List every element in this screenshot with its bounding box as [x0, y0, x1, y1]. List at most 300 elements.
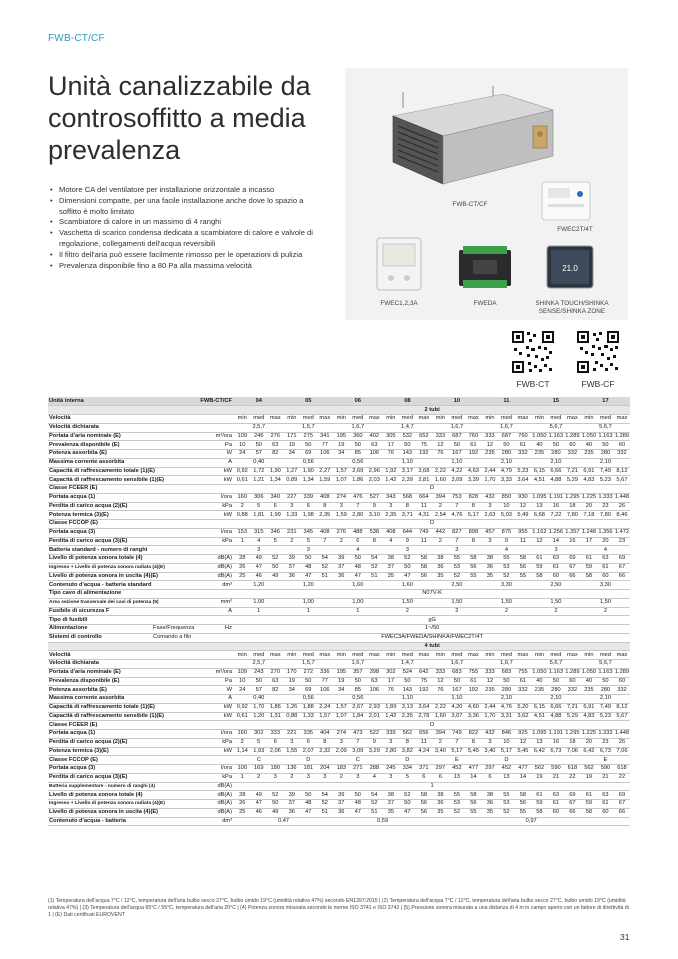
spec-cell: 652 — [416, 432, 433, 441]
spec-cell: min — [234, 415, 251, 424]
spec-cell: 7 — [317, 537, 334, 546]
spec-cell: med — [399, 651, 416, 660]
spec-cell: 334 — [399, 765, 416, 774]
spec-cell: 274 — [333, 730, 350, 739]
spec-cell: 12 — [515, 502, 532, 511]
spec-cell: 69 — [614, 791, 631, 800]
spec-cell: Tipo cavo di alimentazione — [48, 590, 152, 599]
spec-cell: 644 — [399, 528, 416, 537]
spec-cell: 59 — [581, 800, 598, 809]
spec-cell: 2,93 — [366, 703, 383, 712]
spec-cell: 1.448 — [614, 730, 630, 737]
spec-cell: 75 — [416, 677, 433, 686]
spec-cell: 2 — [251, 773, 268, 782]
spec-cell — [206, 423, 234, 432]
spec-cell: 82 — [267, 686, 284, 695]
spec-cell: 2 — [333, 537, 350, 546]
spec-cell: 3,40 — [482, 747, 499, 756]
spec-cell: 61 — [548, 800, 565, 809]
spec-cell: 5,6,7 — [531, 423, 581, 432]
spec-cell: 6 — [300, 502, 317, 511]
spec-cell: 54 — [317, 555, 334, 564]
spec-cell: Ingresso + Livello di potenza sonora radiata (4)(E) — [49, 565, 165, 571]
spec-cell: Fusibile di sicurezza F — [48, 607, 152, 616]
spec-cell: 335 — [300, 730, 317, 739]
spec-cell: 4,20 — [449, 703, 466, 712]
spec-cell: kW — [206, 747, 234, 756]
spec-cell: 3,39 — [465, 476, 482, 485]
spec-row — [48, 450, 630, 459]
spec-cell: 2,50 — [432, 581, 482, 590]
spec-cell: 63 — [267, 441, 284, 450]
spec-cell: 568 — [399, 493, 416, 502]
spec-cell: 3 — [531, 546, 581, 555]
spec-cell: 753 — [449, 493, 466, 502]
spec-cell: 52 — [399, 791, 416, 800]
spec-cell: 0,88 — [234, 511, 251, 520]
spec-cell: l/ora — [206, 493, 234, 502]
spec-cell: 11 — [416, 537, 433, 546]
spec-cell: 4,51 — [531, 712, 548, 721]
spec-cell: 36 — [432, 563, 449, 572]
spec-cell: 60 — [548, 572, 565, 581]
spec-cell — [152, 730, 206, 739]
qr-label-fwb-ct: FWB-CT — [516, 379, 550, 389]
spec-cell: 55 — [449, 555, 466, 564]
spec-cell: 50 — [350, 791, 367, 800]
spec-cell: 40 — [581, 677, 598, 686]
spec-cell: 40 — [531, 677, 548, 686]
spec-cell: 192 — [416, 450, 433, 459]
spec-cell: 1.289 — [565, 432, 580, 439]
spec-cell: 1,60 — [333, 581, 383, 590]
spec-cell: 5,67 — [614, 712, 631, 721]
spec-cell — [152, 782, 206, 791]
spec-cell: med — [597, 651, 614, 660]
spec-cell: 850 — [498, 493, 515, 502]
spec-cell: med — [597, 415, 614, 424]
spec-cell: 1,99 — [267, 511, 284, 520]
fweda-board-image — [457, 244, 513, 290]
spec-cell: 0,92 — [234, 703, 251, 712]
spec-cell: 302 — [251, 730, 268, 739]
spec-cell: 28 — [234, 791, 251, 800]
spec-cell: 1,33 — [300, 712, 317, 721]
spec-cell — [152, 677, 206, 686]
spec-cell — [152, 467, 206, 476]
footnote: (1) Temperatura dell'acqua 7°C / 12°C, temperatura dell'aria bulbo secco 27°C, bulbo umido 19°C (umidità relativa 47%) secondo EN1397:2015 | (2) Temperatura dell'acqua 7°C / 12°C, temperatura dell'aria bulbo secco 27°C, bulbo umido 19°C (umidità relativa 47%) | (3) Temperatura dell'acqua 65°C / 55°C, temperatura dell'aria 20°C | (4) Potenza sonora misurata secondo le norme ISO 3741 e ISO 3742 | (5) Pressione sonora misurata a una distanza di 4 m in campo aperto con un fattore di direttività di 1 | (E) Dati certificati EUROVENT — [48, 898, 629, 918]
spec-cell: 47 — [251, 800, 268, 809]
spec-cell: 339 — [300, 493, 317, 502]
spec-row — [48, 738, 630, 747]
spec-cell: 2,5,7 — [234, 660, 284, 669]
spec-cell: Perdita di carico acqua (3)(E) — [48, 537, 152, 546]
spec-cell: 56 — [416, 572, 433, 581]
spec-row — [48, 607, 630, 616]
spec-cell: 59 — [581, 563, 598, 572]
spec-cell — [48, 406, 234, 415]
spec-cell: max — [366, 415, 383, 424]
spec-cell: 2,69 — [350, 467, 367, 476]
spec-cell — [152, 598, 206, 607]
spec-cell: 1,60 — [432, 712, 449, 721]
spec-cell: 9 — [366, 738, 383, 747]
spec-cell: 235 — [581, 686, 598, 695]
spec-cell: Portata acqua (1) — [48, 730, 152, 739]
spec-cell: 8 — [465, 537, 482, 546]
spec-cell: 06 — [333, 397, 383, 406]
spec-cell: 7 — [449, 537, 466, 546]
spec-cell: m³/ora — [206, 432, 234, 441]
spec-cell: 760 — [515, 432, 532, 441]
spec-cell: 63 — [548, 791, 565, 800]
spec-cell: 2,07 — [300, 747, 317, 756]
spec-cell: 274 — [333, 493, 350, 502]
spec-cell: 8 — [317, 738, 334, 747]
spec-cell: 2,24 — [317, 703, 334, 712]
spec-cell: 642 — [416, 668, 433, 677]
spec-cell: Velocità dichiarata — [48, 660, 152, 669]
spec-cell: 50 — [350, 555, 367, 564]
spec-cell: 1,34 — [267, 476, 284, 485]
spec-cell: 280 — [548, 686, 565, 695]
spec-cell: mm² — [206, 598, 234, 607]
spec-cell: 522 — [366, 730, 383, 739]
spec-cell: med — [300, 651, 317, 660]
spec-cell: 2,09 — [333, 747, 350, 756]
spec-cell: 235 — [581, 450, 598, 459]
spec-cell: 143 — [399, 686, 416, 695]
spec-cell: 6 — [416, 773, 433, 782]
spec-cell: 56 — [515, 800, 532, 809]
spec-row — [48, 808, 630, 817]
spec-cell: Tipo di fusibili — [48, 616, 152, 625]
spec-cell — [152, 485, 206, 494]
spec-row — [48, 458, 630, 467]
spec-cell: Comando a filo — [152, 633, 206, 642]
spec-cell: 2 — [333, 773, 350, 782]
spec-cell: 333 — [267, 730, 284, 739]
spec-cell: min — [284, 651, 301, 660]
spec-cell: 63 — [597, 555, 614, 564]
spec-cell: max — [267, 651, 284, 660]
spec-cell: 57 — [251, 686, 268, 695]
spec-cell: 34 — [333, 686, 350, 695]
spec-cell: 66 — [564, 572, 581, 581]
spec-cell: 339 — [383, 730, 400, 739]
spec-cell: 306 — [251, 493, 268, 502]
spec-row — [48, 747, 630, 756]
spec-cell: med — [449, 651, 466, 660]
spec-cell: 47 — [300, 572, 317, 581]
spec-cell: 35 — [482, 808, 499, 817]
spec-cell — [152, 502, 206, 511]
spec-cell — [152, 695, 206, 704]
spec-cell: 1,60 — [432, 476, 449, 485]
spec-cell: 61 — [515, 677, 532, 686]
spec-cell: 5,6,7 — [581, 660, 631, 669]
spec-row — [48, 537, 630, 546]
spec-cell: 52 — [399, 555, 416, 564]
spec-cell: 2,50 — [531, 581, 581, 590]
spec-cell — [152, 660, 206, 669]
spec-cell: 2,80 — [350, 511, 367, 520]
spec-cell — [206, 546, 234, 555]
spec-cell: 67 — [564, 800, 581, 809]
spec-cell — [152, 581, 206, 590]
spec-cell: kW — [206, 712, 234, 721]
spec-cell: 08 — [383, 397, 433, 406]
spec-cell: 24 — [234, 450, 251, 459]
spec-cell: Capacità di raffrescamento sensibile (1)(E) — [49, 476, 165, 483]
spec-cell: 69 — [564, 791, 581, 800]
spec-cell: 618 — [564, 765, 581, 774]
spec-cell: 61 — [515, 441, 532, 450]
spec-cell: 2 — [432, 537, 449, 546]
spec-cell: 1,10 — [383, 695, 433, 704]
spec-cell: W — [206, 686, 234, 695]
spec-cell: 1.289 — [565, 669, 580, 676]
spec-cell: 4 — [581, 546, 631, 555]
spec-cell: dm³ — [206, 817, 234, 826]
spec-cell — [152, 756, 206, 765]
spec-cell: 1,50 — [581, 598, 631, 607]
spec-cell: 58 — [515, 555, 532, 564]
spec-cell: 19 — [284, 677, 301, 686]
spec-cell: 17 — [383, 677, 400, 686]
spec-row — [48, 730, 630, 739]
spec-cell: 1.191 — [548, 494, 564, 501]
spec-cell: 1,84 — [350, 712, 367, 721]
spec-cell: 5,29 — [564, 476, 581, 485]
spec-cell: 106 — [366, 686, 383, 695]
spec-cell: 58 — [416, 555, 433, 564]
spec-cell: 26 — [234, 800, 251, 809]
spec-cell: 66 — [564, 808, 581, 817]
spec-cell — [152, 738, 206, 747]
spec-cell: 749 — [449, 730, 466, 739]
spec-cell: C — [333, 756, 383, 765]
spec-cell: 58 — [416, 563, 433, 572]
spec-cell: 1.248 — [581, 529, 597, 536]
spec-cell: 1.163 — [548, 669, 564, 676]
spec-cell: 343 — [383, 493, 400, 502]
spec-cell: 54 — [366, 791, 383, 800]
spec-cell: 4,76 — [498, 703, 515, 712]
spec-cell: 37 — [383, 800, 400, 809]
spec-cell: 1,31 — [267, 712, 284, 721]
spec-cell: min — [284, 415, 301, 424]
spec-cell — [152, 721, 206, 730]
spec-cell: max — [416, 415, 433, 424]
spec-cell: 56 — [465, 800, 482, 809]
spec-cell: 50 — [350, 677, 367, 686]
spec-cell: 51 — [366, 572, 383, 581]
spec-cell: 60 — [548, 808, 565, 817]
spec-cell — [152, 546, 206, 555]
spec-cell: 47 — [350, 808, 367, 817]
spec-cell: Livello di potenza sonora totale (4) — [48, 791, 152, 800]
spec-cell: max — [614, 651, 631, 660]
spec-cell: 153 — [234, 528, 251, 537]
spec-cell: 7,06 — [614, 747, 631, 756]
spec-cell: 0,40 — [234, 458, 284, 467]
spec-cell: 1,72 — [251, 467, 268, 476]
spec-cell: 7,80 — [597, 511, 614, 520]
spec-cell: 683 — [449, 668, 466, 677]
spec-cell: min — [482, 415, 499, 424]
spec-cell: 1.095 — [532, 730, 547, 737]
spec-cell: 61 — [548, 563, 565, 572]
spec-cell: 7,06 — [564, 747, 581, 756]
spec-cell: 21 — [597, 773, 614, 782]
spec-cell: 169 — [251, 765, 268, 774]
spec-row — [48, 686, 630, 695]
spec-cell: 1,70 — [251, 703, 268, 712]
spec-cell: 2 — [284, 773, 301, 782]
spec-cell: 5,17 — [465, 511, 482, 520]
spec-cell: 167 — [449, 450, 466, 459]
spec-cell — [152, 520, 206, 529]
spec-cell: 3 — [383, 738, 400, 747]
spec-cell: 26 — [614, 738, 631, 747]
spec-cell: Sistemi di controllo — [48, 633, 152, 642]
spec-cell: Portata d'aria nominale (E) — [48, 668, 152, 677]
spec-cell: 1,10 — [432, 458, 482, 467]
spec-cell: A — [206, 458, 234, 467]
spec-cell: 1,6,7 — [333, 423, 383, 432]
spec-cell: 160 — [234, 493, 251, 502]
spec-cell: 37 — [383, 563, 400, 572]
spec-cell: 56 — [515, 563, 532, 572]
spec-cell: max — [515, 415, 532, 424]
spec-cell: 1,92 — [383, 467, 400, 476]
spec-cell: 357 — [350, 668, 367, 677]
spec-row — [48, 467, 630, 476]
spec-cell: 58 — [416, 791, 433, 800]
spec-cell: Ingresso + Livello di potenza sonora radiata (4)(E) — [49, 801, 165, 807]
spec-cell: 50 — [449, 441, 466, 450]
feature-item: • Scambiatore di calore in un massimo di 4 ranghi — [50, 217, 320, 228]
spec-cell: 76 — [432, 686, 449, 695]
spec-row — [48, 511, 630, 520]
spec-cell: 6,15 — [531, 467, 548, 476]
qr-code-fwb-ct — [511, 330, 555, 374]
spec-cell: 333 — [432, 668, 449, 677]
spec-cell: 394 — [432, 730, 449, 739]
spec-cell: 48 — [300, 800, 317, 809]
spec-row — [48, 712, 630, 721]
spec-cell: 47 — [399, 572, 416, 581]
spec-cell: 2,5,7 — [234, 423, 284, 432]
spec-cell: 5,6,7 — [531, 660, 581, 669]
spec-cell: 270 — [267, 668, 284, 677]
spec-cell: 618 — [614, 765, 631, 774]
spec-cell: 4 tubi — [234, 642, 630, 651]
spec-cell: 50 — [251, 441, 268, 450]
spec-cell: D — [482, 756, 532, 765]
spec-cell: 22 — [564, 773, 581, 782]
spec-cell — [206, 616, 234, 625]
spec-cell: min — [581, 651, 598, 660]
spec-cell: 28 — [234, 555, 251, 564]
spec-cell: 180 — [267, 765, 284, 774]
spec-cell: 1.050 — [532, 669, 547, 676]
spec-cell: min — [482, 651, 499, 660]
spec-cell: 12 — [432, 677, 449, 686]
spec-cell: 7,21 — [564, 467, 581, 476]
spec-cell: 48 — [350, 800, 367, 809]
spec-cell: 402 — [366, 432, 383, 441]
spec-cell: 6 — [300, 738, 317, 747]
spec-cell — [152, 572, 206, 581]
spec-cell: D — [234, 520, 630, 529]
spec-cell: 2 — [284, 537, 301, 546]
spec-cell: 05 — [284, 397, 334, 406]
spec-cell: Velocità — [48, 415, 152, 424]
spec-cell: min — [383, 651, 400, 660]
spec-cell: 2,03 — [366, 476, 383, 485]
spec-cell — [152, 703, 206, 712]
spec-cell: 76 — [432, 450, 449, 459]
spec-cell: 340 — [267, 493, 284, 502]
spec-cell: 59 — [531, 800, 548, 809]
spec-cell: C — [234, 756, 284, 765]
spec-cell: 1,27 — [284, 467, 301, 476]
spec-cell: Classe FCEER (E) — [48, 721, 152, 730]
spec-cell: 26 — [234, 563, 251, 572]
spec-cell: 8 — [465, 502, 482, 511]
spec-cell: 8 — [399, 738, 416, 747]
spec-cell: 181 — [300, 765, 317, 774]
spec-cell: Area sezione trasversale dei cavi di potenza (5) — [49, 600, 159, 606]
spec-cell: FWEC3A/FWEDA/SHINKA/FWEC2T/4T — [234, 633, 630, 642]
spec-cell: 106 — [366, 450, 383, 459]
spec-cell: 4,51 — [531, 476, 548, 485]
spec-cell: 846 — [498, 730, 515, 739]
spec-cell: 3 — [317, 773, 334, 782]
spec-cell: 1 — [234, 782, 630, 791]
spec-cell: med — [251, 651, 268, 660]
spec-cell — [152, 432, 206, 441]
spec-cell: 3,29 — [366, 747, 383, 756]
spec-cell: 19 — [531, 773, 548, 782]
spec-cell: 3 — [284, 738, 301, 747]
spec-cell: 1.333 — [598, 494, 613, 501]
spec-cell — [206, 660, 234, 669]
spec-cell: 442 — [432, 528, 449, 537]
spec-cell — [206, 415, 234, 424]
spec-cell: 1.163 — [598, 432, 613, 439]
spec-cell: 235 — [531, 686, 548, 695]
spec-cell: 6 — [482, 773, 499, 782]
spec-cell: 38 — [432, 555, 449, 564]
spec-cell: med — [300, 415, 317, 424]
spec-cell: Unità interna — [48, 397, 152, 406]
spec-cell: 4,31 — [416, 511, 433, 520]
spec-cell: 61 — [465, 677, 482, 686]
spec-cell: 14 — [515, 773, 532, 782]
qr-label-fwb-cf: FWB-CF — [581, 379, 615, 389]
spec-cell: 1.356 — [598, 529, 613, 536]
spec-cell: 275 — [300, 432, 317, 441]
spec-cell: 1.050 — [581, 669, 597, 676]
spec-cell: max — [564, 415, 581, 424]
spec-cell: 332 — [564, 450, 581, 459]
spec-cell: 235 — [482, 450, 499, 459]
spec-cell: 52 — [267, 555, 284, 564]
spec-cell: 3,40 — [432, 747, 449, 756]
